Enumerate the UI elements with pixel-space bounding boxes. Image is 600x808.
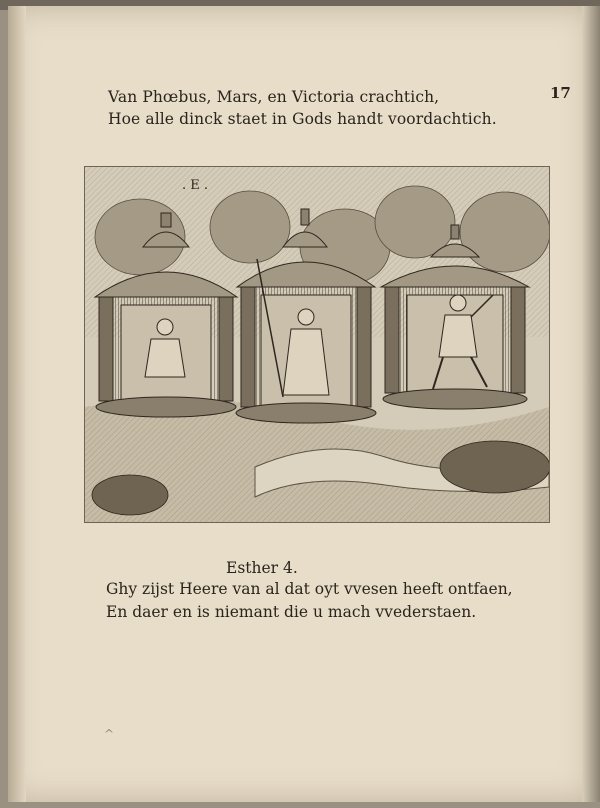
verse-line-1: Ghy zijst Heere van al dat oyt vvesen heeft ontfaen, (106, 580, 513, 598)
emblem-engraving (84, 166, 550, 523)
page-number: 17 (550, 84, 571, 102)
verse-line-2: En daer en is niemant die u mach vvederstaen. (106, 603, 477, 621)
page-gutter (8, 6, 26, 802)
motto-line-1: Van Phœbus, Mars, en Victoria crachtich, (108, 88, 440, 106)
emblem-motto (108, 86, 497, 130)
engraving-illustration (85, 167, 549, 522)
plate-letter: . E . (182, 178, 209, 193)
page-edge (582, 6, 600, 802)
scripture-verse (106, 578, 513, 624)
pencil-mark: ^ (104, 727, 115, 741)
scripture-reference: Esther 4. (226, 559, 298, 577)
motto-line-2: Hoe alle dinck staet in Gods handt voordachtich. (108, 110, 497, 128)
